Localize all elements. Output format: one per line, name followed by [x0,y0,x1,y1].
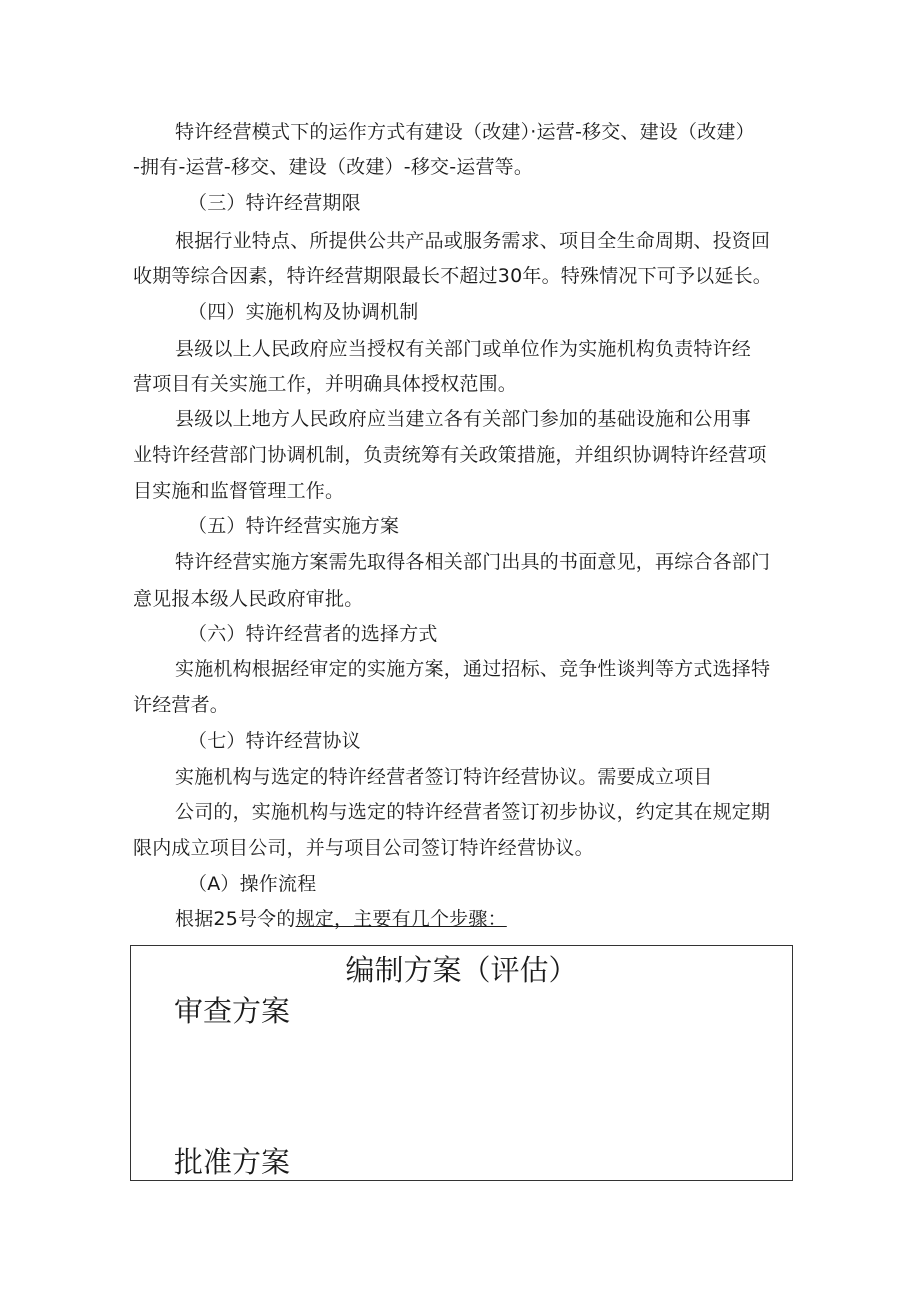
paragraph-line: 公司的，实施机构与选定的特许经营者签订初步协议，约定其在规定期 [175,801,771,823]
paragraph-line: 意见报本级人民政府审批。 [133,588,364,610]
paragraph-line: 营项目有关实施工作，并明确具体授权范围。 [133,373,518,395]
flowchart-step: 审查方案 [174,994,291,1028]
paragraph-line: 目实施和监督管理工作。 [133,480,345,502]
paragraph-line: 实施机构与选定的特许经营者签订特许经营协议。需要成立项目 [175,766,713,788]
section-heading: （七）特许经营协议 [188,730,361,752]
paragraph-line: 业特许经营部门协调机制，负责统筹有关政策措施，并组织协调特许经营项 [133,444,767,466]
section-heading: （三）特许经营期限 [188,192,361,214]
flowchart-title: 编制方案（评估） [345,953,578,987]
flowchart-box [130,945,793,1181]
paragraph-line: 实施机构根据经审定的实施方案，通过招标、竞争性谈判等方式选择特 [175,658,771,680]
paragraph-text: 根据25号令的 [175,908,296,930]
paragraph-line: 特许经营实施方案需先取得各相关部门出具的书面意见，再综合各部门 [175,551,771,573]
paragraph-line: 收期等综合因素，特许经营期限最长不超过30年。特殊情况下可予以延长。 [133,265,772,287]
paragraph-line: 县级以上地方人民政府应当建立各有关部门参加的基础设施和公用事 [175,408,752,430]
section-heading: （四）实施机构及协调机制 [188,301,419,323]
paragraph-line: 县级以上人民政府应当授权有关部门或单位作为实施机构负责特许经 [175,338,752,360]
section-heading: （六）特许经营者的选择方式 [188,623,438,645]
paragraph-line [175,907,507,931]
section-heading: （A）操作流程 [188,873,317,895]
paragraph-line: 根据行业特点、所提供公共产品或服务需求、项目全生命周期、投资回 [175,230,771,252]
paragraph-line: 特许经营模式下的运作方式有建设（改建）·运营-移交、建设（改建） [175,121,755,143]
underlined-text: 规定，主要有几个步骤： [295,908,507,930]
paragraph-line: 许经营者。 [133,694,230,716]
section-heading: （五）特许经营实施方案 [188,515,400,537]
paragraph-line: 限内成立项目公司，并与项目公司签订特许经营协议。 [133,837,594,859]
flowchart-step: 批准方案 [174,1145,291,1179]
paragraph-line: -拥有-运营-移交、建设（改建）-移交-运营等。 [133,156,534,178]
